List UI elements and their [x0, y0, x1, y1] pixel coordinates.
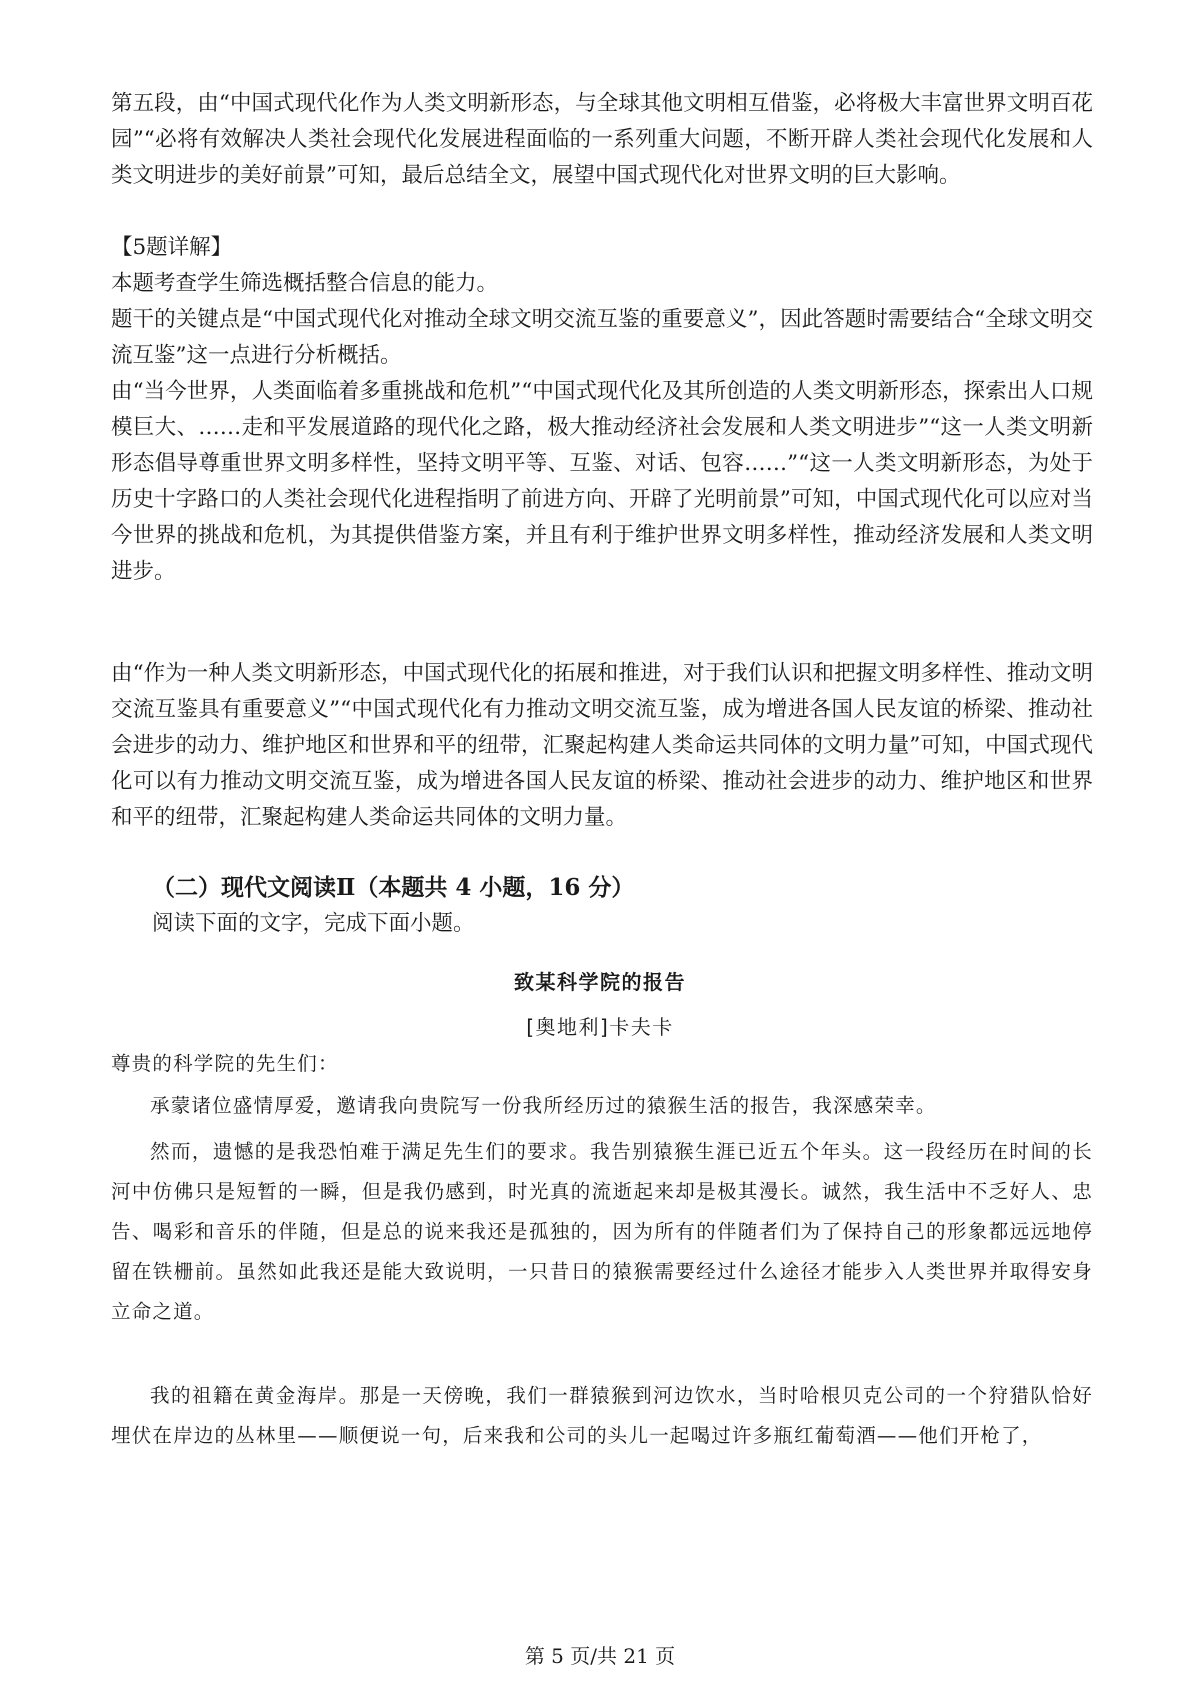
reading-instruction: 阅读下面的文字，完成下面小题。: [152, 911, 475, 936]
story-author: [奥地利]卡夫卡: [526, 1015, 674, 1039]
story-paragraph-2: 然而，遗憾的是我恐怕难于满足先生们的要求。我告别猿猴生涯已近五个年头。这一段经历在时间的长河中仿佛只是短暂的一瞬，但是我仍感到，时光真的流逝起来却是极其漫长。诚然，我生活中不乏好人、忠告、喝彩和音乐的伴随，但是总的说来我还是孤独的，因为所有的伴随者们为了保持自己的形象都远远地停留在铁栅前。虽然如此我还是能大致说明，一只昔日的猿猴需要经过什么途径才能步入人类世界并取得安身立命之道。: [111, 1140, 1093, 1323]
paragraph-fifth-section-summary: 第五段，由“中国式现代化作为人类文明新形态，与全球其他文明相互借鉴，必将极大丰富世界文明百花园”“必将有效解决人类社会现代化发展进程面临的一系列重大问题，不断开辟人类社会现代化发展和人类文明进步的美好前景”可知，最后总结全文，展望中国式现代化对世界文明的巨大影响。: [111, 91, 1093, 188]
paragraph-analysis-2: 由“作为一种人类文明新形态，中国式现代化的拓展和推进，对于我们认识和把握文明多样性、推动文明交流互鉴具有重要意义”“中国式现代化有力推动文明交流互鉴，成为增进各国人民友谊的桥梁、推动社会进步的动力、维护地区和世界和平的纽带，汇聚起构建人类命运共同体的文明力量”可知，中国式现代化可以有力推动文明交流互鉴，成为增进各国人民友谊的桥梁、推动社会进步的动力、维护地区和世界和平的纽带，汇聚起构建人类命运共同体的文明力量。: [111, 661, 1093, 830]
story-salutation: 尊贵的科学院的先生们：: [111, 1052, 339, 1075]
question-5-label: 【5题详解】: [111, 235, 233, 260]
story-paragraph-3: 我的祖籍在黄金海岸。那是一天傍晚，我们一群猿猴到河边饮水，当时哈根贝克公司的一个狩猎队恰好埋伏在岸边的丛林里——顺便说一句，后来我和公司的头儿一起喝过许多瓶红葡萄酒——他们开枪了，: [111, 1384, 1093, 1447]
page-number-footer: 第 5 页/共 21 页: [524, 1644, 676, 1668]
paragraph-ability-statement: 本题考查学生筛选概括整合信息的能力。: [111, 271, 499, 296]
story-paragraph-1: 承蒙诸位盛情厚爱，邀请我向贵院写一份我所经历过的猿猴生活的报告，我深感荣幸。: [150, 1094, 937, 1117]
paragraph-key-point: 题干的关键点是“中国式现代化对推动全球文明交流互鉴的重要意义”，因此答题时需要结合“全球文明交流互鉴”这一点进行分析概括。: [111, 307, 1093, 368]
section-heading: （二）现代文阅读Ⅱ（本题共 4 小题，16 分）: [152, 874, 635, 901]
story-title: 致某科学院的报告: [514, 970, 686, 994]
paragraph-analysis-1: 由“当今世界，人类面临着多重挑战和危机”“中国式现代化及其所创造的人类文明新形态，探索出人口规模巨大、……走和平发展道路的现代化之路，极大推动经济社会发展和人类文明进步”“这一人类文明新形态倡导尊重世界文明多样性，坚持文明平等、互鉴、对话、包容……”“这一人类文明新形态，为处于历史十字路口的人类社会现代化进程指明了前进方向、开辟了光明前景”可知，中国式现代化可以应对当今世界的挑战和危机，为其提供借鉴方案，并且有利于维护世界文明多样性，推动经济发展和人类文明进步。: [111, 379, 1093, 584]
